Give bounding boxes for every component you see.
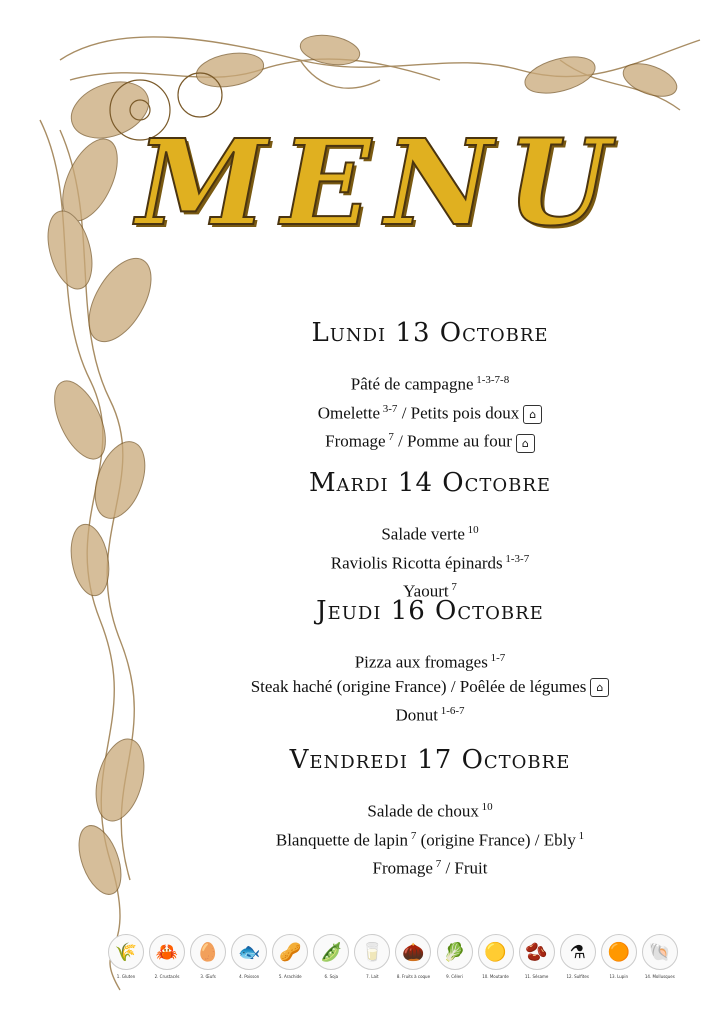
day-title: Jeudi 16 Octobre [316,596,544,626]
allergen-codes: 1-3-7 [502,552,530,565]
dish-line [150,824,710,853]
dish-line [150,795,710,824]
local-product-icon: ⌂ [590,678,609,697]
allergen-codes: 7 [432,858,442,871]
dish-name: Pâté de campagne [350,374,474,394]
dish-suffix: / Petits pois doux [397,403,520,423]
allergen-label: 2. Crustacés [154,974,180,979]
dish-line [150,518,710,547]
allergen-label: 14. Mollusques [644,974,675,979]
day-title: Lundi 13 Octobre [311,318,549,348]
allergen-codes: 10 [478,801,493,813]
allergen-label: 6. Soja [324,974,339,979]
allergen-item [478,934,514,986]
dish-line [150,699,710,728]
allergen-label: 3. Œufs [200,974,216,979]
allergen-codes: 7 [408,829,417,842]
dish-line [150,368,710,397]
allergen-label: 12. Sulfites [566,974,589,979]
dish-name: Donut [395,705,438,725]
sulfite-icon: ⚗ [560,934,596,970]
dish-name: Omelette [317,403,381,423]
dish-line [150,675,710,699]
dish-suffix: (origine France) / Ebly [416,830,576,850]
allergen-item [354,934,390,986]
day-block [150,596,710,727]
allergen-label: 10. Moutarde [482,974,509,979]
day-block [150,468,710,604]
allergen-label: 5. Arachide [278,974,302,979]
allergen-label: 1. Gluten [116,974,136,979]
allergen-label: 13. Lupin [609,974,628,979]
allergen-item [601,934,637,986]
allergen-codes: 1-7 [487,652,506,664]
day-block [150,745,710,881]
dish-name: Salade verte [381,524,465,544]
fish-icon: 🐟 [231,934,267,970]
lupin-icon: 🟠 [601,934,637,970]
allergen-codes: 1 [575,829,585,842]
allergen-item [190,934,226,986]
allergen-item [149,934,185,986]
sesame-icon: 🫘 [519,934,555,970]
local-product-icon: ⌂ [516,434,535,453]
allergen-item [642,934,678,986]
allergen-item [437,934,473,986]
dish-suffix: / Fruit [441,858,488,878]
dish-line [150,425,710,454]
allergen-item [395,934,431,986]
dish-name: Pizza aux fromages [354,652,488,672]
egg-icon: 🥚 [190,934,226,970]
crab-icon: 🦀 [149,934,185,970]
allergen-label: 9. Céleri [446,974,463,979]
dish-name: Fromage [372,858,433,878]
allergen-label: 4. Poisson [239,974,260,979]
allergen-codes: 7 [448,581,457,594]
allergen-item [108,934,144,986]
dish-line [150,646,710,675]
allergen-codes: 7 [385,431,394,444]
allergen-label: 8. Fruits à coque [396,974,431,979]
day-block [150,318,710,454]
allergen-legend [108,934,678,986]
allergen-codes: 10 [464,524,479,536]
day-title: Mardi 14 Octobre [308,468,552,498]
allergen-label: 7. Lait [366,974,379,979]
dish-line [150,397,710,426]
allergen-item [519,934,555,986]
allergen-label: 11. Sésame [524,974,549,979]
dish-name: Steak haché (origine France) / Poêlée de légumes [250,676,587,696]
dish-suffix: / Pomme au four [393,431,512,451]
allergen-item [313,934,349,986]
local-product-icon: ⌂ [523,405,542,424]
nut-icon: 🌰 [395,934,431,970]
celery-icon: 🥬 [437,934,473,970]
dish-name: Yaourt [403,581,449,601]
allergen-codes: 1-3-7-8 [473,374,510,386]
soy-icon: 🫛 [313,934,349,970]
shell-icon: 🐚 [642,934,678,970]
dish-name: Salade de choux [367,801,479,821]
dish-name: Raviolis Ricotta épinards [330,553,503,573]
day-title: Vendredi 17 Octobre [289,745,571,775]
dish-name: Fromage [325,431,386,451]
allergen-codes: 1-6-7 [437,704,465,717]
milk-icon: 🥛 [354,934,390,970]
dish-line [150,852,710,881]
allergen-codes: 3-7 [380,402,398,415]
allergen-item [272,934,308,986]
peanut-icon: 🥜 [272,934,308,970]
dish-name: Blanquette de lapin [275,830,409,850]
dish-line [150,547,710,576]
wheat-icon: 🌾 [108,934,144,970]
allergen-item [231,934,267,986]
menu-title: MENU [136,113,624,252]
allergen-item [560,934,596,986]
mustard-icon: 🟡 [478,934,514,970]
